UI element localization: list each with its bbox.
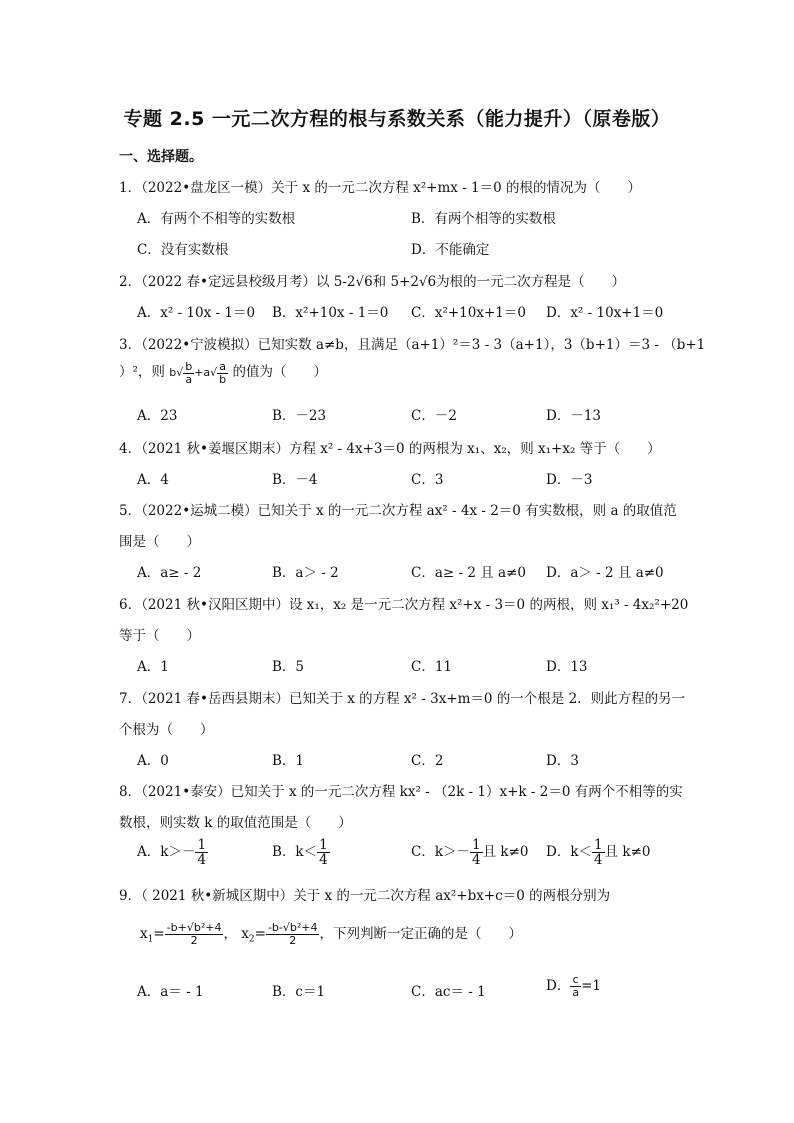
question-9-x2-fraction (266, 922, 320, 946)
fraction-denominator: 4 (319, 852, 328, 869)
question-3-option-a: A．23 (137, 408, 178, 424)
x2-numerator: -b-√b²+4 (267, 921, 318, 935)
question-4-option-b: B．－4 (272, 472, 318, 488)
x1-numerator: -b+√b²+4 (166, 921, 222, 935)
question-7-stem-line1: 7．（2021 春•岳西县期末）已知关于 x 的方程 x² - 3x+m＝0 的一个根是 2．则此方程的另一 (119, 691, 686, 707)
question-9-option-d-text: D． (546, 978, 571, 994)
question-5-stem-line2: 围是（ ） (119, 534, 200, 550)
question-1-option-a: A．有两个不相等的实数根 (137, 211, 296, 227)
question-9-x2-label: $x_2=$ (241, 926, 266, 945)
question-8-option-d-suffix: 且 k≠0 (604, 844, 651, 861)
question-8-option-d-text: D．k＜ (546, 844, 593, 861)
question-6-option-c: C．11 (411, 659, 453, 675)
question-1-option-c: C．没有实数根 (137, 242, 229, 258)
question-6-stem-line2: 等于（ ） (119, 628, 200, 644)
question-5-option-b: B．a＞ - 2 (272, 565, 339, 581)
question-4-option-a: A．4 (137, 472, 169, 488)
question-8-option-b-text: B．k＜ (272, 844, 318, 861)
question-8-stem-line1: 8．（2021•泰安）已知关于 x 的一元二次方程 kx² - （2k - 1）x+k - 2＝0 有两个不相等的实 (119, 784, 683, 800)
question-5-stem-line1: 5．（2022•运城二模）已知关于 x 的一元二次方程 ax² - 4x - 2＝0 有实数根，则 a 的取值范 (119, 503, 677, 519)
fraction-numerator: 1 (594, 837, 603, 853)
x1-denominator: 2 (190, 934, 198, 947)
question-8-option-d (546, 838, 650, 867)
question-1-stem: 1．（2022•盘龙区一模）关于 x 的一元二次方程 x²+mx - 1＝0 的根的情况为（ ） (119, 180, 642, 196)
question-1-option-b: B．有两个相等的实数根 (411, 211, 556, 227)
x2-denominator: 2 (289, 934, 297, 947)
question-9-option-d-suffix: =1 (581, 978, 601, 994)
question-2-option-d: D．x² - 10x+1＝0 (546, 305, 664, 321)
question-9-x1-fraction (165, 922, 224, 946)
question-1-option-d: D．不能确定 (411, 242, 490, 258)
question-9-option-a: A．a＝ - 1 (137, 984, 204, 1000)
question-8-option-c (411, 838, 528, 867)
question-7-stem-line2: 个根为（ ） (119, 722, 214, 738)
fraction-numerator: 1 (197, 837, 207, 853)
question-3-stem-prefix: ）²，则 (119, 364, 165, 380)
question-3-option-d: D．－13 (546, 408, 602, 424)
fraction-denominator: 4 (594, 852, 603, 869)
question-7-option-a: A．0 (137, 753, 169, 769)
question-8-option-b (272, 838, 330, 867)
question-7-option-b: B．1 (272, 753, 305, 769)
section-heading: 一、选择题。 (119, 149, 203, 165)
question-3-option-c: C．－2 (411, 408, 457, 424)
fraction-numerator: 1 (319, 837, 328, 853)
fraction-denominator: a (572, 986, 580, 999)
fraction-numerator: 1 (472, 837, 481, 853)
question-8-option-c-text: C．k＞－ (411, 844, 471, 861)
question-9-stem-suffix: ，下列判断一定正确的是（ ） (319, 926, 522, 942)
question-2-option-a: A．x² - 10x - 1＝0 (137, 305, 256, 321)
question-9-option-c: C．ac＝ - 1 (411, 984, 486, 1000)
question-3-expression: b√ $\frac{b}{a}$ +a√ $\frac{a}{b}$ (169, 359, 227, 386)
question-9-stem-line2: $x_1=$ $\frac{\text{-b+√b²+4}}{2}$ ， $x_2=$ $\frac{\text{-b-√b²+4}}{2}$ ，下列判断一定正确的是（ ） (140, 921, 522, 947)
question-2-stem: 2．（2022 春•定远县校级月考）以 5-2√6和 5+2√6为根的一元二次方程是（ ） (119, 274, 626, 290)
question-8-option-a (137, 838, 208, 867)
question-2-option-c: C．x²+10x+1＝0 (411, 305, 526, 321)
question-2-option-b: B．x²+10x - 1＝0 (272, 305, 389, 321)
question-4-stem: 4．（2021 秋•姜堰区期末）方程 x² - 4x+3＝0 的两根为 x₁、x₂，则 x₁+x₂ 等于（ ） (119, 441, 661, 457)
question-5-option-c: C．a≥ - 2 且 a≠0 (411, 565, 526, 581)
question-8-option-a-text: A．k＞－ (137, 844, 196, 861)
fraction-numerator: c (570, 974, 581, 987)
question-9-option-d (546, 974, 601, 999)
question-9-x1-label: $x_1=$ (140, 926, 165, 945)
question-8-stem-line2: 数根，则实数 k 的取值范围是（ ） (119, 815, 352, 831)
question-3-stem-line2 (119, 360, 327, 385)
question-3-stem-suffix: 的值为（ ） (232, 364, 327, 380)
question-4-option-c: C．3 (411, 472, 444, 488)
question-3-stem-line1: 3．（2022•宁波模拟）已知实数 a≠b，且满足（a+1）²＝3 - 3（a+1），3（b+1）＝3 - （b+1 (119, 337, 706, 353)
question-5-option-d: D．a＞ - 2 且 a≠0 (546, 565, 664, 581)
question-7-option-d: D．3 (546, 753, 579, 769)
fraction-denominator: 4 (197, 852, 207, 869)
question-5-option-a: A．a≥ - 2 (137, 565, 202, 581)
page-title: 专题 2.5 一元二次方程的根与系数关系（能力提升）（原卷版） (123, 108, 671, 130)
question-6-option-b: B．5 (272, 659, 305, 675)
question-9-stem-line1: 9．（ 2021 秋•新城区期中）关于 x 的一元二次方程 ax²+bx+c＝0 的两根分别为 (119, 888, 611, 904)
question-8-option-c-suffix: 且 k≠0 (482, 844, 529, 861)
question-4-option-d: D．－3 (546, 472, 593, 488)
fraction-denominator: 4 (472, 852, 481, 869)
question-6-stem-line1: 6．（2021 秋•汉阳区期中）设 x₁，x₂ 是一元二次方程 x²+x - 3＝0 的两根，则 x₁³ - 4x₂²+20 (119, 597, 689, 613)
question-7-option-c: C．2 (411, 753, 444, 769)
question-6-option-d: D．13 (546, 659, 588, 675)
question-6-option-a: A．1 (137, 659, 169, 675)
question-3-option-b: B．－23 (272, 408, 327, 424)
question-9-option-b: B．c＝1 (272, 984, 326, 1000)
